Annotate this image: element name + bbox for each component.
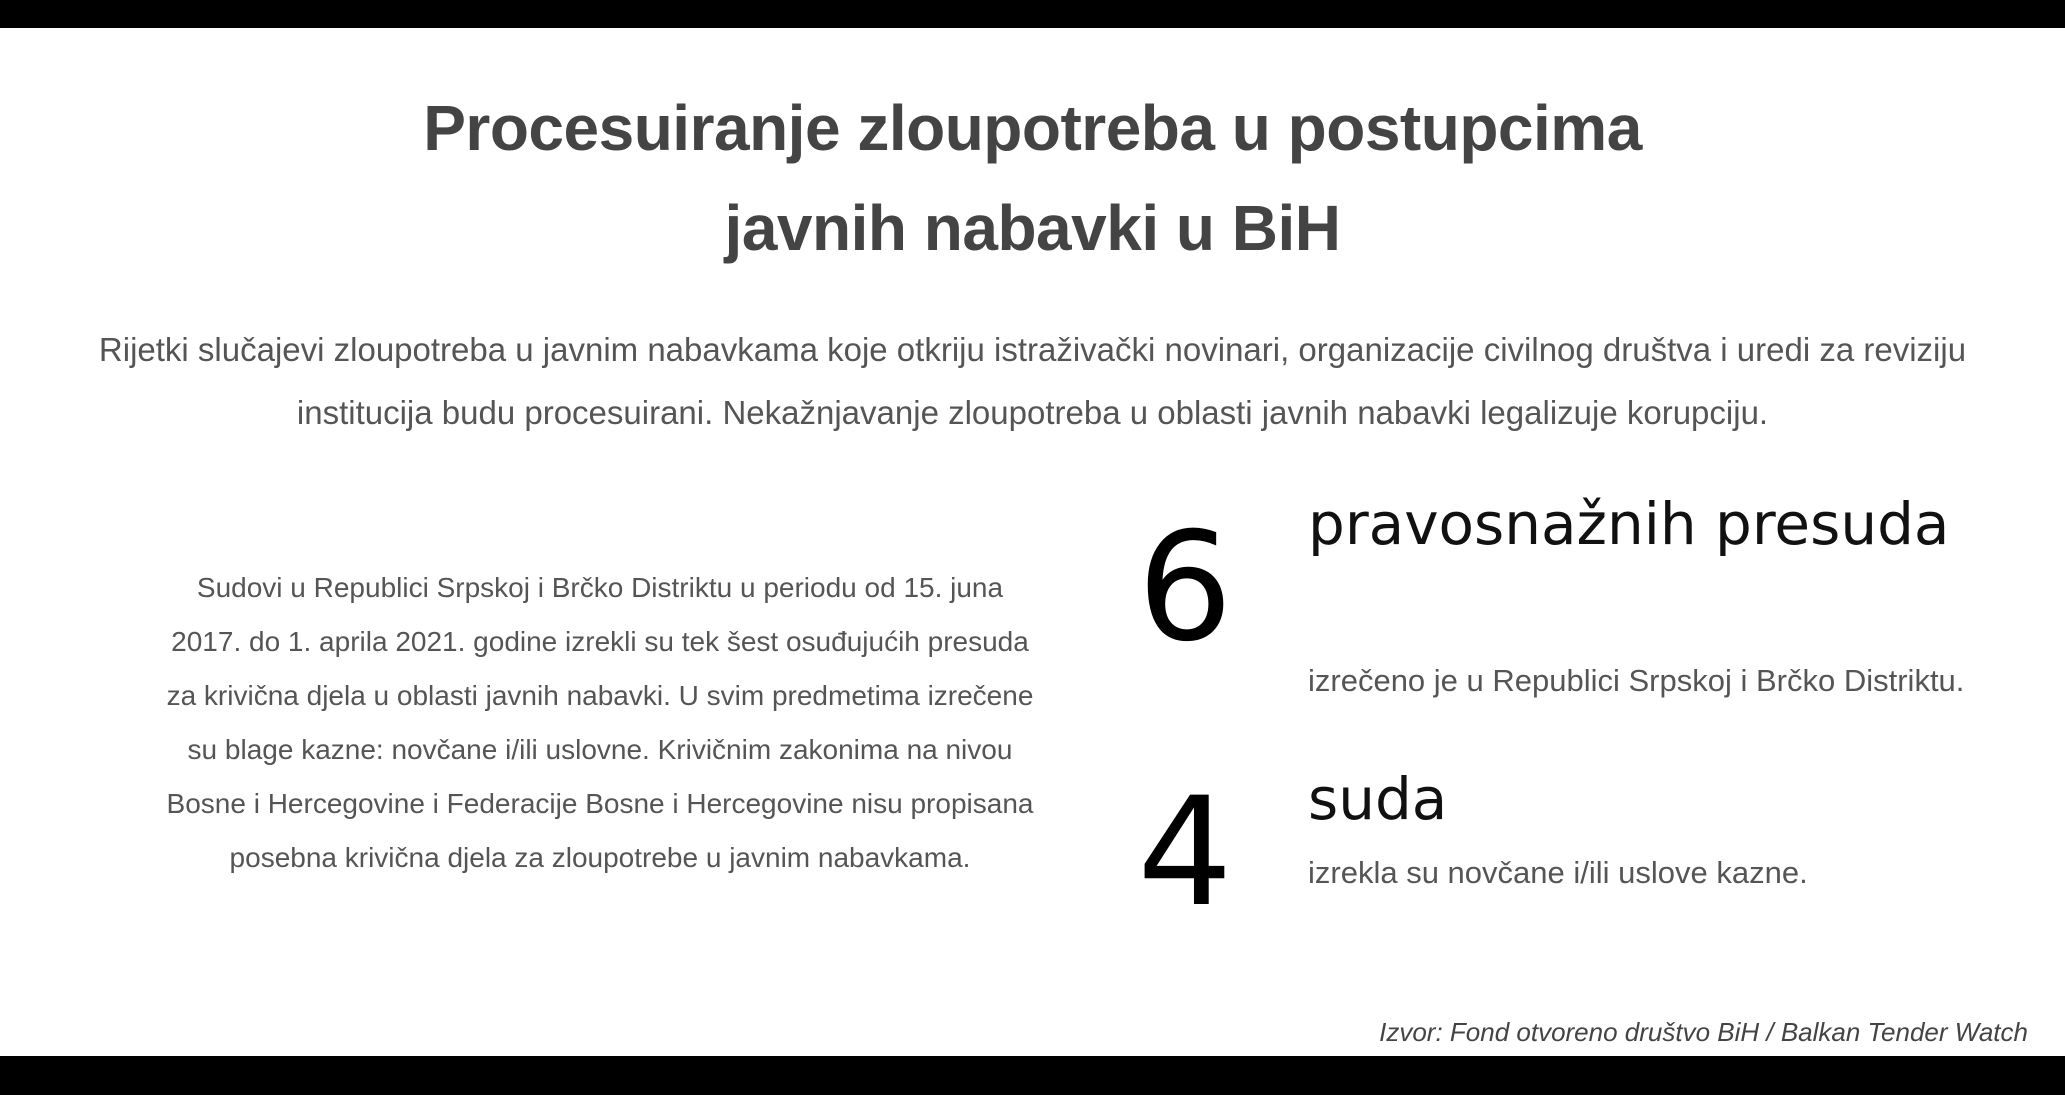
stat-label: suda xyxy=(1308,765,1448,833)
intro-text: Rijetki slučajevi zloupotreba u javnim nabavkama koje otkriju istraživački novinari, organizacije civilnog društva i uredi za reviziju institucija budu procesuirani. Nekažnjavanje zloupotreba u oblasti javnih nabavki legalizuje korupciju. xyxy=(98,331,1967,431)
stat-number: 6 xyxy=(1137,501,1233,675)
page-title-line-1: Procesuiranje zloupotreba u postupcima xyxy=(423,92,1642,164)
infographic-page xyxy=(0,28,2065,1056)
stat-label: pravosnažnih presuda xyxy=(1308,490,1950,558)
stat-description: izrečeno je u Republici Srpskoj i Brčko Distriktu. xyxy=(1308,663,1965,698)
page-title-line-2: javnih nabavki u BiH xyxy=(724,192,1341,264)
stat-description: izrekla su novčane i/ili uslove kazne. xyxy=(1308,855,1808,890)
body-text: Sudovi u Republici Srpskoj i Brčko Distriktu u periodu od 15. juna 2017. do 1. aprila 2021. godine izrekli su tek šest osuđujućih presuda za krivična djela u oblasti javnih nabavki. U svim predmetima izrečene su blage kazne: novčane i/ili uslovne. Krivičnim zakonima na nivou Bosne i Hercegovine i Federacije Bosne i Hercegovine nisu propisana posebna krivična djela za zloupotrebe u javnim nabavkama. xyxy=(166,572,1034,873)
page-title xyxy=(0,78,2065,278)
source-credit: Izvor: Fond otvoreno društvo BiH / Balkan Tender Watch xyxy=(1379,1017,2028,1047)
stat-number: 4 xyxy=(1137,766,1233,940)
